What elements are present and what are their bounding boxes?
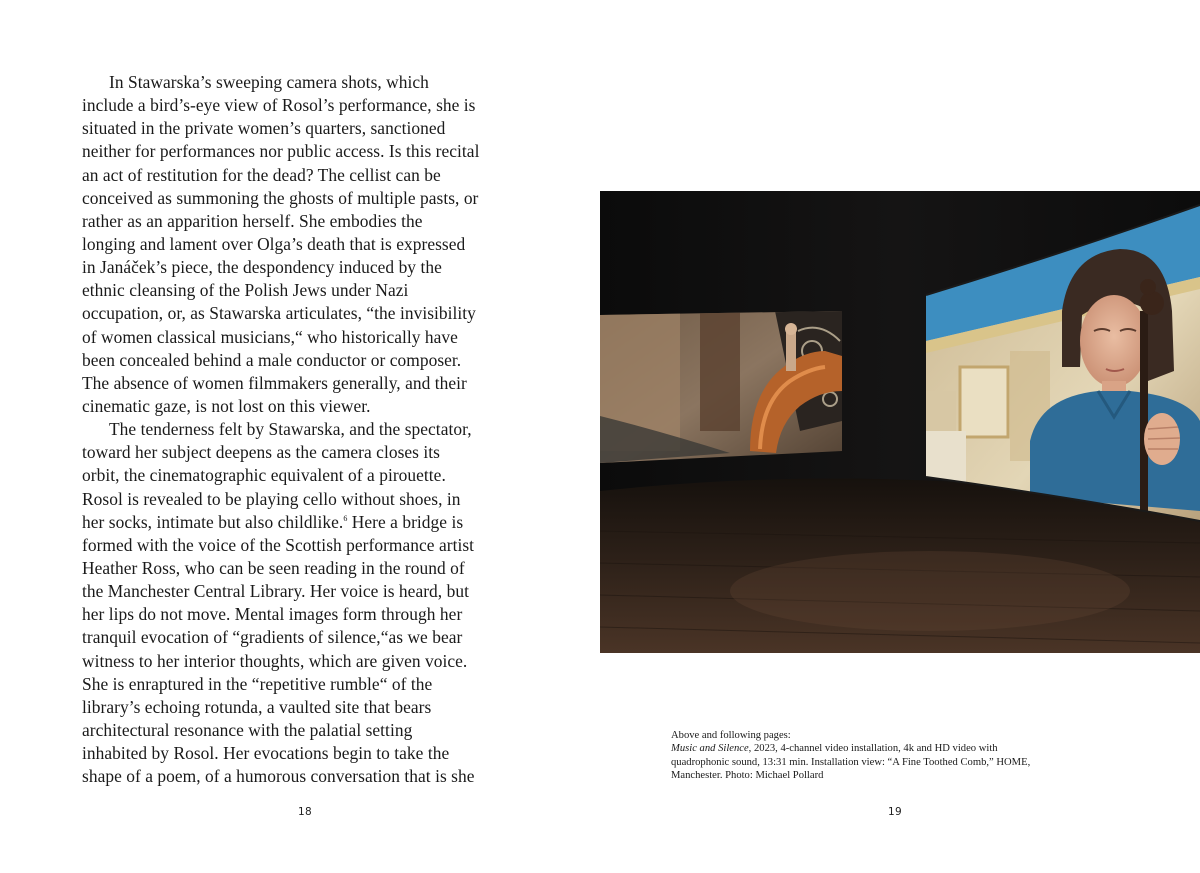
installation-photo <box>600 191 1200 653</box>
text-segment: Here a bridge is <box>347 511 464 532</box>
text-line: longing and lament over Olga’s death that is expressed <box>82 233 466 254</box>
text-line: Rosol is revealed to be playing cello without shoes, in <box>82 488 461 509</box>
text-line: include a bird’s-eye view of Rosol’s performance, she is <box>82 95 476 116</box>
text-line: tranquil evocation of “gradients of silence,“as we bear <box>82 627 463 648</box>
text-line: library’s echoing rotunda, a vaulted site that bears <box>82 696 432 717</box>
text-line: inhabited by Rosol. Her evocations begin to take the <box>82 743 450 764</box>
text-line: occupation, or, as Stawarska articulates, “the invisibility <box>82 303 476 324</box>
text-line: architectural resonance with the palatial setting <box>82 719 413 740</box>
text-line: rather as an apparition herself. She embodies the <box>82 210 423 231</box>
artwork-title: Music and Silence <box>671 743 749 755</box>
text-line: Heather Ross, who can be seen reading in the round of <box>82 557 465 578</box>
footnote-reference[interactable]: 6 <box>343 513 348 523</box>
left-video-screen <box>600 301 850 471</box>
text-line: The tenderness felt by Stawarska, and the spectator, <box>109 419 472 440</box>
floor-reflection <box>730 551 1130 631</box>
text-line: of women classical musicians,“ who historically have <box>82 326 458 347</box>
text-line: neither for performances nor public access. Is this recital <box>82 141 480 162</box>
caption-segment: , 2023, 4-channel video installation, 4k and HD video with <box>748 743 998 755</box>
photo-caption <box>671 729 1131 783</box>
text-line: shape of a poem, of a humorous conversation that is she <box>82 766 475 787</box>
text-line: toward her subject deepens as the camera closes its <box>82 442 440 463</box>
right-page <box>600 0 1200 873</box>
caption-line: quadrophonic sound, 13:31 min. Installation view: “A Fine Toothed Comb,” HOME, <box>671 756 1031 768</box>
caption-line: Manchester. Photo: Michael Pollard <box>671 770 824 782</box>
text-line: formed with the voice of the Scottish performance artist <box>82 534 475 555</box>
body-text <box>82 71 527 788</box>
text-line: in Janáček’s piece, the despondency induced by the <box>82 257 442 278</box>
installation-photo-illustration <box>600 191 1200 653</box>
text-line: conceived as summoning the ghosts of multiple pasts, or <box>82 187 479 208</box>
page-number: 19 <box>888 806 902 818</box>
text-line: been concealed behind a male conductor or composer. <box>82 349 462 370</box>
text-line: witness to her interior thoughts, which are given voice. <box>82 650 468 671</box>
page-number: 18 <box>298 806 312 818</box>
text-line: orbit, the cinematographic equivalent of a pirouette. <box>82 465 446 486</box>
caption-line: Above and following pages: <box>671 730 791 741</box>
caption-line <box>671 742 1131 755</box>
text-segment: her socks, intimate but also childlike. <box>82 511 344 532</box>
text-line: situated in the private women’s quarters, sanctioned <box>82 118 446 139</box>
text-line: cinematic gaze, is not lost on this viewer. <box>82 395 371 416</box>
text-line: her lips do not move. Mental images form through her <box>82 604 463 625</box>
text-line: the Manchester Central Library. Her voice is heard, but <box>82 581 469 602</box>
text-line: an act of restitution for the dead? The cellist can be <box>82 164 441 185</box>
text-line: She is enraptured in the “repetitive rumble“ of the <box>82 673 433 694</box>
text-line: The absence of women filmmakers generally, and their <box>82 372 467 393</box>
text-line: ethnic cleansing of the Polish Jews under Nazi <box>82 280 409 301</box>
text-line-with-footnote <box>82 511 527 534</box>
text-line: In Stawarska’s sweeping camera shots, which <box>109 72 429 92</box>
